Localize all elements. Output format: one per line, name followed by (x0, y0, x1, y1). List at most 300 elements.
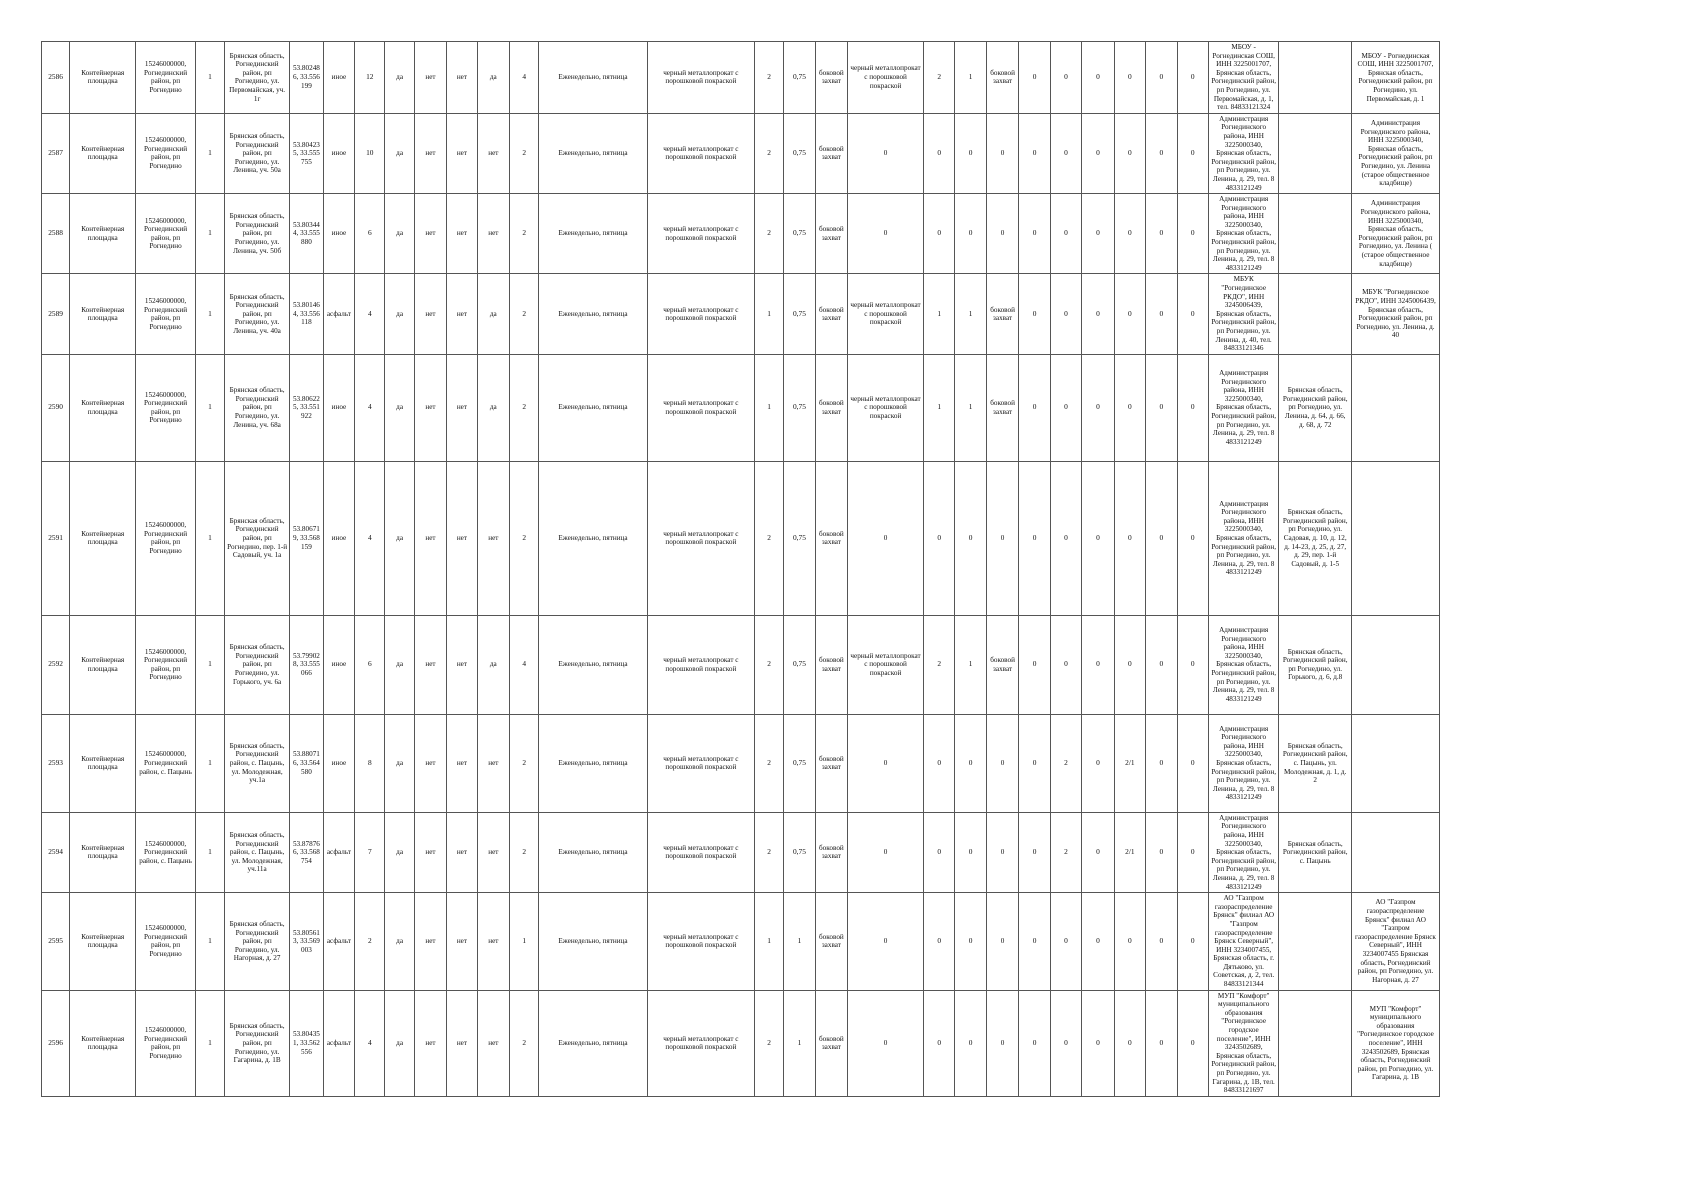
site-area: 2 (355, 893, 385, 991)
loading-type: боковой захват (815, 990, 848, 1096)
bunker-count: 0 (924, 893, 955, 991)
site-owner: Администрация Рогнединского района, ИНН 3225000340, Брянская область, Рогнединский район, рп Рогнедино, ул. Ленина, д. 29, тел. 8 4833121249 (1208, 354, 1278, 461)
value-5: 0 (1146, 274, 1177, 354)
table-row (42, 354, 1440, 461)
site-count: 1 (195, 812, 224, 892)
value-3: 0 (1082, 893, 1115, 991)
container-volume: 1 (784, 990, 815, 1096)
container-volume: 0,75 (784, 714, 815, 812)
waste-source (1351, 354, 1439, 461)
site-address: Брянская область, Рогнединский район, рп Рогнедино, ул. Ленина, уч. 50а (225, 113, 290, 193)
bunker-volume: 1 (955, 354, 986, 461)
site-area: 4 (355, 354, 385, 461)
served-objects: Брянская область, Рогнединский район, рп Рогнедино, ул. Садовая, д. 10, д. 12, д. 14-23, д. 25, д. 27, д. 29, пер. 1-й Садовый, д. 1-5 (1279, 461, 1352, 615)
value-6: 0 (1177, 194, 1208, 274)
site-area: 4 (355, 990, 385, 1096)
loading-type: боковой захват (815, 42, 848, 114)
site-owner: Администрация Рогнединского района, ИНН 3225000340, Брянская область, Рогнединский район, рп Рогнедино, ул. Ленина, д. 29, тел. 8 4833121249 (1208, 113, 1278, 193)
collection-schedule: Еженедельно, пятница (539, 990, 647, 1096)
table-row (42, 461, 1440, 615)
site-area: 10 (355, 113, 385, 193)
site-address: Брянская область, Рогнединский район, рп Рогнедино, ул. Горького, уч. 6а (225, 615, 290, 714)
flag-3: нет (447, 274, 477, 354)
bunker-loading-type: 0 (986, 990, 1019, 1096)
bunker-material: 0 (848, 990, 924, 1096)
site-owner: Администрация Рогнединского района, ИНН 3225000340, Брянская область, Рогнединский район, рп Рогнедино, ул. Ленина, д. 29, тел. 8 4833121249 (1208, 615, 1278, 714)
oktmo-code: 15246000000, Рогнединский район, рп Рогнедино (136, 893, 196, 991)
container-material: черный металлопрокат с порошковой покраской (647, 615, 754, 714)
value-2: 0 (1050, 893, 1081, 991)
bunker-material: черный металлопрокат с порошковой покраской (848, 615, 924, 714)
value-4: 0 (1114, 893, 1145, 991)
container-material: черный металлопрокат с порошковой покраской (647, 194, 754, 274)
container-volume: 1 (784, 893, 815, 991)
served-objects (1279, 990, 1352, 1096)
site-type: Контейнерная площадка (70, 990, 136, 1096)
container-count: 2 (754, 113, 783, 193)
value-1: 0 (1019, 461, 1050, 615)
value-6: 0 (1177, 113, 1208, 193)
flag-2: нет (414, 194, 447, 274)
surface-type: иное (323, 42, 354, 114)
flag-4: нет (477, 113, 510, 193)
value-3: 0 (1082, 615, 1115, 714)
bunker-loading-type: боковой захват (986, 42, 1019, 114)
table-row (42, 113, 1440, 193)
bunker-material: 0 (848, 461, 924, 615)
collection-schedule: Еженедельно, пятница (539, 893, 647, 991)
container-material: черный металлопрокат с порошковой покраской (647, 990, 754, 1096)
value-1: 0 (1019, 615, 1050, 714)
container-volume: 0,75 (784, 42, 815, 114)
flag-2: нет (414, 812, 447, 892)
oktmo-code: 15246000000, Рогнединский район, рп Рогнедино (136, 461, 196, 615)
value-5: 0 (1146, 812, 1177, 892)
row-number: 2590 (42, 354, 70, 461)
flag-4: да (477, 274, 510, 354)
registry-table (41, 41, 1440, 1097)
value-3: 0 (1082, 990, 1115, 1096)
site-type: Контейнерная площадка (70, 615, 136, 714)
bunker-count: 0 (924, 194, 955, 274)
flag-3: нет (447, 990, 477, 1096)
flag-3: нет (447, 113, 477, 193)
bunker-loading-type: 0 (986, 113, 1019, 193)
bunker-material: 0 (848, 812, 924, 892)
value-4: 2/1 (1114, 714, 1145, 812)
container-material: черный металлопрокат с порошковой покраской (647, 113, 754, 193)
surface-type: иное (323, 354, 354, 461)
bunker-volume: 0 (955, 812, 986, 892)
oktmo-code: 15246000000, Рогнединский район, рп Рогнедино (136, 274, 196, 354)
value-3: 0 (1082, 194, 1115, 274)
flag-1: да (385, 354, 414, 461)
bunker-material: 0 (848, 893, 924, 991)
collection-schedule: Еженедельно, пятница (539, 274, 647, 354)
container-places: 2 (510, 113, 539, 193)
site-count: 1 (195, 461, 224, 615)
site-area: 4 (355, 461, 385, 615)
site-coordinates: 53.799028, 33.555066 (290, 615, 324, 714)
site-address: Брянская область, Рогнединский район, рп Рогнедино, ул. Ленина, уч. 50б (225, 194, 290, 274)
value-5: 0 (1146, 893, 1177, 991)
value-1: 0 (1019, 113, 1050, 193)
site-coordinates: 53.803444, 33.555880 (290, 194, 324, 274)
value-2: 0 (1050, 274, 1081, 354)
collection-schedule: Еженедельно, пятница (539, 42, 647, 114)
waste-source: Администрация Рогнединского района, ИНН 3225000340, Брянская область, Рогнединский район, рп Рогнедино, ул. Ленина (старое общественное кладбище) (1351, 113, 1439, 193)
container-places: 2 (510, 274, 539, 354)
value-2: 0 (1050, 113, 1081, 193)
value-3: 0 (1082, 714, 1115, 812)
bunker-volume: 1 (955, 274, 986, 354)
value-5: 0 (1146, 615, 1177, 714)
value-5: 0 (1146, 194, 1177, 274)
flag-4: нет (477, 714, 510, 812)
container-count: 1 (754, 354, 783, 461)
loading-type: боковой захват (815, 615, 848, 714)
bunker-volume: 0 (955, 990, 986, 1096)
bunker-material: черный металлопрокат с порошковой покраской (848, 274, 924, 354)
container-count: 2 (754, 990, 783, 1096)
container-volume: 0,75 (784, 113, 815, 193)
container-places: 4 (510, 615, 539, 714)
site-coordinates: 53.805613, 33.569003 (290, 893, 324, 991)
site-type: Контейнерная площадка (70, 274, 136, 354)
container-count: 2 (754, 42, 783, 114)
site-owner: МБУК "Рогнединское РКДО", ИНН 3245006439, Брянская область, Рогнединский район, рп Рогнедино, ул. Ленина, д. 40, тел. 84833121346 (1208, 274, 1278, 354)
container-volume: 0,75 (784, 615, 815, 714)
value-2: 0 (1050, 461, 1081, 615)
flag-1: да (385, 461, 414, 615)
container-count: 1 (754, 274, 783, 354)
container-material: черный металлопрокат с порошковой покраской (647, 274, 754, 354)
flag-4: да (477, 354, 510, 461)
site-coordinates: 53.804351, 33.562556 (290, 990, 324, 1096)
waste-source (1351, 812, 1439, 892)
site-coordinates: 53.806225, 33.551922 (290, 354, 324, 461)
loading-type: боковой захват (815, 812, 848, 892)
flag-2: нет (414, 893, 447, 991)
site-owner: Администрация Рогнединского района, ИНН 3225000340, Брянская область, Рогнединский район, рп Рогнедино, ул. Ленина, д. 29, тел. 8 4833121249 (1208, 461, 1278, 615)
loading-type: боковой захват (815, 194, 848, 274)
row-number: 2593 (42, 714, 70, 812)
site-count: 1 (195, 42, 224, 114)
row-number: 2595 (42, 893, 70, 991)
flag-2: нет (414, 714, 447, 812)
bunker-count: 0 (924, 113, 955, 193)
served-objects: Брянская область, Рогнединский район, с. Пацынь (1279, 812, 1352, 892)
site-count: 1 (195, 274, 224, 354)
value-2: 0 (1050, 42, 1081, 114)
site-type: Контейнерная площадка (70, 354, 136, 461)
site-area: 4 (355, 274, 385, 354)
row-number: 2596 (42, 990, 70, 1096)
site-count: 1 (195, 113, 224, 193)
value-4: 0 (1114, 194, 1145, 274)
flag-3: нет (447, 812, 477, 892)
value-3: 0 (1082, 812, 1115, 892)
site-count: 1 (195, 893, 224, 991)
row-number: 2589 (42, 274, 70, 354)
waste-source: МБУК "Рогнединское РКДО", ИНН 3245006439, Брянская область, Рогнединский район, рп Рогнедино, ул. Ленина, д. 40 (1351, 274, 1439, 354)
table-row (42, 893, 1440, 991)
served-objects (1279, 893, 1352, 991)
row-number: 2591 (42, 461, 70, 615)
collection-schedule: Еженедельно, пятница (539, 812, 647, 892)
row-number: 2586 (42, 42, 70, 114)
container-places: 2 (510, 990, 539, 1096)
value-5: 0 (1146, 461, 1177, 615)
oktmo-code: 15246000000, Рогнединский район, с. Пацынь (136, 812, 196, 892)
container-material: черный металлопрокат с порошковой покраской (647, 461, 754, 615)
site-owner: Администрация Рогнединского района, ИНН 3225000340, Брянская область, Рогнединский район, рп Рогнедино, ул. Ленина, д. 29, тел. 8 4833121249 (1208, 714, 1278, 812)
bunker-volume: 0 (955, 461, 986, 615)
table-row (42, 812, 1440, 892)
served-objects (1279, 274, 1352, 354)
site-address: Брянская область, Рогнединский район, рп Рогнедино, ул. Гагарина, д. 1В (225, 990, 290, 1096)
surface-type: асфальт (323, 274, 354, 354)
site-type: Контейнерная площадка (70, 461, 136, 615)
value-1: 0 (1019, 893, 1050, 991)
flag-3: нет (447, 615, 477, 714)
value-5: 0 (1146, 42, 1177, 114)
flag-3: нет (447, 354, 477, 461)
bunker-volume: 0 (955, 113, 986, 193)
oktmo-code: 15246000000, Рогнединский район, рп Рогнедино (136, 113, 196, 193)
bunker-loading-type: боковой захват (986, 274, 1019, 354)
loading-type: боковой захват (815, 461, 848, 615)
flag-1: да (385, 274, 414, 354)
waste-source (1351, 461, 1439, 615)
value-5: 0 (1146, 354, 1177, 461)
bunker-count: 1 (924, 274, 955, 354)
flag-2: нет (414, 113, 447, 193)
table-row (42, 714, 1440, 812)
bunker-count: 0 (924, 990, 955, 1096)
value-2: 0 (1050, 354, 1081, 461)
bunker-loading-type: 0 (986, 194, 1019, 274)
oktmo-code: 15246000000, Рогнединский район, рп Рогнедино (136, 354, 196, 461)
flag-2: нет (414, 615, 447, 714)
loading-type: боковой захват (815, 113, 848, 193)
loading-type: боковой захват (815, 714, 848, 812)
surface-type: иное (323, 113, 354, 193)
value-6: 0 (1177, 812, 1208, 892)
bunker-volume: 0 (955, 714, 986, 812)
site-type: Контейнерная площадка (70, 893, 136, 991)
site-type: Контейнерная площадка (70, 42, 136, 114)
value-4: 0 (1114, 42, 1145, 114)
served-objects: Брянская область, Рогнединский район, рп Рогнедино, ул. Горького, д. 6, д.8 (1279, 615, 1352, 714)
flag-3: нет (447, 714, 477, 812)
site-area: 6 (355, 615, 385, 714)
flag-1: да (385, 714, 414, 812)
flag-2: нет (414, 990, 447, 1096)
flag-2: нет (414, 42, 447, 114)
site-type: Контейнерная площадка (70, 194, 136, 274)
container-places: 4 (510, 42, 539, 114)
value-3: 0 (1082, 354, 1115, 461)
value-1: 0 (1019, 42, 1050, 114)
oktmo-code: 15246000000, Рогнединский район, рп Рогнедино (136, 615, 196, 714)
loading-type: боковой захват (815, 274, 848, 354)
container-material: черный металлопрокат с порошковой покраской (647, 893, 754, 991)
bunker-loading-type: боковой захват (986, 615, 1019, 714)
served-objects (1279, 113, 1352, 193)
value-1: 0 (1019, 354, 1050, 461)
container-count: 2 (754, 714, 783, 812)
site-owner: АО "Газпром газораспределение Брянск" филиал АО "Газпром газораспределение Брянск Северный", ИНН 3234007455, Брянская область, г. Дятьково, ул. Советская, д. 2, тел. 84833121344 (1208, 893, 1278, 991)
site-coordinates: 53.801464, 33.556118 (290, 274, 324, 354)
loading-type: боковой захват (815, 354, 848, 461)
flag-2: нет (414, 461, 447, 615)
value-2: 2 (1050, 714, 1081, 812)
site-area: 12 (355, 42, 385, 114)
table-row (42, 194, 1440, 274)
value-3: 0 (1082, 274, 1115, 354)
value-2: 2 (1050, 812, 1081, 892)
surface-type: иное (323, 615, 354, 714)
value-3: 0 (1082, 42, 1115, 114)
container-count: 2 (754, 615, 783, 714)
value-6: 0 (1177, 274, 1208, 354)
site-address: Брянская область, Рогнединский район, с. Пацынь, ул. Молодежная, уч.11а (225, 812, 290, 892)
bunker-count: 0 (924, 461, 955, 615)
collection-schedule: Еженедельно, пятница (539, 354, 647, 461)
value-1: 0 (1019, 714, 1050, 812)
container-material: черный металлопрокат с порошковой покраской (647, 714, 754, 812)
waste-source: Администрация Рогнединского района, ИНН 3225000340, Брянская область, Рогнединский район, рп Рогнедино, ул. Ленина ( (старое общественное кладбище) (1351, 194, 1439, 274)
site-owner: МУП "Комфорт" муниципального образования "Рогнединское городское поселение", ИНН 3243502689, Брянская область, Рогнединский район, рп Рогнедино, ул. Гагарина, д. 1В, тел. 84833121697 (1208, 990, 1278, 1096)
row-number: 2592 (42, 615, 70, 714)
container-volume: 0,75 (784, 274, 815, 354)
site-coordinates: 53.802486, 33.556199 (290, 42, 324, 114)
value-6: 0 (1177, 893, 1208, 991)
collection-schedule: Еженедельно, пятница (539, 461, 647, 615)
surface-type: асфальт (323, 893, 354, 991)
collection-schedule: Еженедельно, пятница (539, 615, 647, 714)
flag-3: нет (447, 42, 477, 114)
site-type: Контейнерная площадка (70, 113, 136, 193)
waste-source: АО "Газпром газораспределение Брянск" филиал АО "Газпром газораспределение Брянск Северный", ИНН 3234007455 Брянская область, Рогнединский район, рп Рогнедино, ул. Нагорная, д. 27 (1351, 893, 1439, 991)
bunker-volume: 1 (955, 42, 986, 114)
container-material: черный металлопрокат с порошковой покраской (647, 812, 754, 892)
served-objects (1279, 194, 1352, 274)
container-volume: 0,75 (784, 812, 815, 892)
container-places: 2 (510, 354, 539, 461)
surface-type: асфальт (323, 812, 354, 892)
value-3: 0 (1082, 461, 1115, 615)
bunker-material: 0 (848, 714, 924, 812)
flag-1: да (385, 194, 414, 274)
bunker-material: 0 (848, 194, 924, 274)
value-4: 0 (1114, 113, 1145, 193)
waste-source (1351, 615, 1439, 714)
site-coordinates: 53.880716, 33.564580 (290, 714, 324, 812)
flag-1: да (385, 812, 414, 892)
value-6: 0 (1177, 615, 1208, 714)
table-row (42, 274, 1440, 354)
container-places: 2 (510, 714, 539, 812)
value-1: 0 (1019, 990, 1050, 1096)
value-2: 0 (1050, 194, 1081, 274)
served-objects: Брянская область, Рогнединский район, с. Пацынь, ул. Молодежная, д. 1, д. 2 (1279, 714, 1352, 812)
container-count: 2 (754, 194, 783, 274)
container-places: 2 (510, 461, 539, 615)
bunker-loading-type: 0 (986, 893, 1019, 991)
value-6: 0 (1177, 42, 1208, 114)
surface-type: иное (323, 714, 354, 812)
container-count: 2 (754, 812, 783, 892)
flag-1: да (385, 113, 414, 193)
oktmo-code: 15246000000, Рогнединский район, рп Рогнедино (136, 42, 196, 114)
served-objects: Брянская область, Рогнединский район, рп Рогнедино, ул. Ленина, д. 64, д. 66, д. 68, д. 72 (1279, 354, 1352, 461)
waste-source: МБОУ - Рогнединская СОШ, ИНН 3225001707, Брянская область, Рогнединский район, рп Рогнедино, ул. Первомайская, д. 1 (1351, 42, 1439, 114)
surface-type: иное (323, 461, 354, 615)
bunker-count: 0 (924, 812, 955, 892)
container-count: 1 (754, 893, 783, 991)
flag-4: нет (477, 812, 510, 892)
collection-schedule: Еженедельно, пятница (539, 194, 647, 274)
flag-1: да (385, 615, 414, 714)
value-6: 0 (1177, 354, 1208, 461)
table-row (42, 42, 1440, 114)
container-count: 2 (754, 461, 783, 615)
site-owner: Администрация Рогнединского района, ИНН 3225000340, Брянская область, Рогнединский район, рп Рогнедино, ул. Ленина, д. 29, тел. 8 4833121249 (1208, 812, 1278, 892)
value-4: 0 (1114, 274, 1145, 354)
container-places: 2 (510, 812, 539, 892)
container-volume: 0,75 (784, 461, 815, 615)
registry-rows (42, 42, 1440, 1097)
site-count: 1 (195, 194, 224, 274)
site-area: 6 (355, 194, 385, 274)
value-5: 0 (1146, 113, 1177, 193)
value-4: 0 (1114, 615, 1145, 714)
container-volume: 0,75 (784, 194, 815, 274)
row-number: 2588 (42, 194, 70, 274)
value-2: 0 (1050, 990, 1081, 1096)
bunker-loading-type: боковой захват (986, 354, 1019, 461)
flag-1: да (385, 42, 414, 114)
site-owner: Администрация Рогнединского района, ИНН 3225000340, Брянская область, Рогнединский район, рп Рогнедино, ул. Ленина, д. 29, тел. 8 4833121249 (1208, 194, 1278, 274)
value-4: 0 (1114, 990, 1145, 1096)
container-material: черный металлопрокат с порошковой покраской (647, 42, 754, 114)
flag-3: нет (447, 893, 477, 991)
collection-schedule: Еженедельно, пятница (539, 714, 647, 812)
bunker-count: 2 (924, 615, 955, 714)
surface-type: асфальт (323, 990, 354, 1096)
bunker-volume: 0 (955, 893, 986, 991)
collection-schedule: Еженедельно, пятница (539, 113, 647, 193)
site-address: Брянская область, Рогнединский район, рп Рогнедино, ул. Первомайская, уч. 1г (225, 42, 290, 114)
value-1: 0 (1019, 274, 1050, 354)
waste-source (1351, 714, 1439, 812)
bunker-material: черный металлопрокат с порошковой покраской (848, 354, 924, 461)
flag-2: нет (414, 274, 447, 354)
site-owner: МБОУ - Рогнединская СОШ, ИНН 3225001707, Брянская область, Рогнединский район, рп Рогнедино, ул. Первомайская, д. 1, тел. 84833121324 (1208, 42, 1278, 114)
surface-type: иное (323, 194, 354, 274)
oktmo-code: 15246000000, Рогнединский район, рп Рогнедино (136, 990, 196, 1096)
value-2: 0 (1050, 615, 1081, 714)
loading-type: боковой захват (815, 893, 848, 991)
site-coordinates: 53.806719, 33.568159 (290, 461, 324, 615)
value-6: 0 (1177, 714, 1208, 812)
site-coordinates: 53.878766, 33.568754 (290, 812, 324, 892)
site-coordinates: 53.804235, 33.555755 (290, 113, 324, 193)
flag-4: нет (477, 461, 510, 615)
container-volume: 0,75 (784, 354, 815, 461)
